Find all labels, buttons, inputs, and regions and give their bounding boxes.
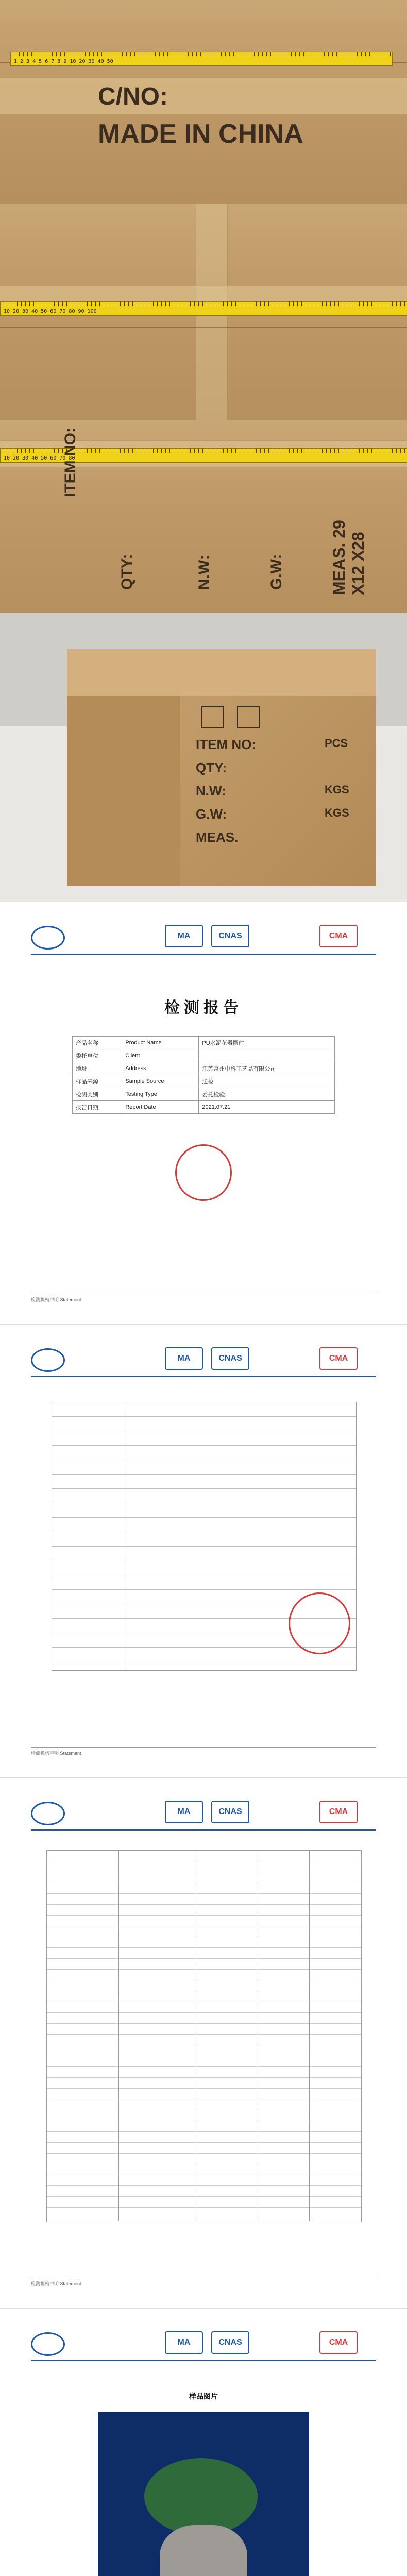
cell: 地址 [73, 1062, 122, 1075]
report-footer: 检测机构声明 Statement [31, 1747, 376, 1756]
gw-label: G.W: [196, 806, 227, 822]
badge-cnas: CNAS [211, 925, 249, 947]
results-table-col-4 [309, 1850, 310, 2221]
test-report-page-3 [0, 1777, 407, 2309]
lab-logo [31, 2332, 65, 2356]
carton-seam [0, 327, 407, 328]
umbrella-symbol-icon [237, 706, 260, 728]
nw-label: N.W: [196, 555, 213, 590]
cell: 产品名称 [73, 1037, 122, 1049]
badge-cnas: CNAS [211, 1801, 249, 1823]
cell: PU水泥花器摆件 [199, 1037, 335, 1049]
badge-cma: CMA [319, 925, 358, 947]
test-report-page-1 [0, 902, 407, 1325]
carton-box-left-face [67, 696, 180, 886]
report-footer: 检测机构声明 Statement [31, 1294, 376, 1303]
tape-measure-scale: 10 20 30 40 50 60 70 80 90 100 [4, 309, 97, 314]
table-row [73, 1049, 335, 1062]
packing-tape [0, 77, 407, 114]
carton-box [67, 649, 376, 886]
badge-cma: CMA [319, 2331, 358, 2354]
item-no-label: ITEM NO: [62, 428, 79, 497]
sample-photo-title: 样品图片 [189, 2392, 218, 2400]
tape-measure [10, 52, 393, 66]
sample-photo-page [0, 2308, 407, 2576]
kgs-label-2: KGS [325, 806, 349, 819]
table-row [73, 1101, 335, 1114]
cell: 送检 [199, 1075, 335, 1088]
badge-ma: MA [165, 1347, 203, 1370]
sample-photo [98, 2412, 309, 2576]
badge-cnas: CNAS [211, 2331, 249, 2354]
badge-ma: MA [165, 2331, 203, 2354]
tape-measure-scale: 10 20 30 40 50 60 70 80 [4, 455, 75, 461]
tape-measure [0, 448, 407, 463]
meas-label: MEAS. 29 X12 X28 [330, 520, 367, 595]
table-row [73, 1088, 335, 1101]
carton-photo-1 [0, 0, 407, 204]
carton-photo-2 [0, 204, 407, 420]
report-header [31, 1345, 376, 1377]
report-header [31, 2329, 376, 2361]
official-seal [289, 1592, 350, 1654]
badge-ma: MA [165, 1801, 203, 1823]
tape-measure-scale: 1 2 3 4 5 6 7 8 9 10 20 30 40 50 [14, 59, 113, 64]
badge-cma: CMA [319, 1801, 358, 1823]
cell: 样品来源 [73, 1075, 122, 1088]
report-info-table [72, 1036, 335, 1114]
tape-measure [0, 301, 407, 316]
cell: 江苏常州中科工艺品有限公司 [199, 1062, 335, 1075]
cell: 委托检验 [199, 1088, 335, 1101]
fragile-symbol-icon [201, 706, 224, 728]
results-table-col-1 [118, 1850, 119, 2221]
bonsai-rock [160, 2525, 247, 2576]
cell [199, 1049, 335, 1062]
badge-cma: CMA [319, 1347, 358, 1370]
item-no-label: ITEM NO: [196, 737, 256, 752]
official-seal [175, 1144, 232, 1201]
carton-photo-4 [0, 613, 407, 902]
qty-label: QTY: [118, 554, 135, 590]
pcs-label: PCS [325, 737, 348, 750]
bonsai-foliage [144, 2458, 258, 2535]
badge-ma: MA [165, 925, 203, 947]
cell: 委托单位 [73, 1049, 122, 1062]
lab-logo [31, 1802, 65, 1825]
test-report-page-2 [0, 1324, 407, 1778]
kgs-label-1: KGS [325, 783, 349, 796]
results-table [46, 1850, 362, 2222]
carton-box-top [67, 649, 376, 696]
table-row [73, 1037, 335, 1049]
lab-logo [31, 926, 65, 950]
lab-logo [31, 1348, 65, 1372]
cell: 报告日期 [73, 1101, 122, 1114]
carton-number-label: C/NO: [98, 83, 168, 110]
meas-label: MEAS. [196, 829, 239, 845]
report-header [31, 1799, 376, 1831]
table-row [73, 1062, 335, 1075]
cell: Sample Source [122, 1075, 199, 1088]
report-header [31, 923, 376, 955]
cell: 检测类别 [73, 1088, 122, 1101]
gw-label: G.W: [268, 554, 285, 590]
nw-label: N.W: [196, 783, 226, 799]
cell: Address [122, 1062, 199, 1075]
cell: Testing Type [122, 1088, 199, 1101]
cell: Report Date [122, 1101, 199, 1114]
badge-cnas: CNAS [211, 1347, 249, 1370]
report-footer: 检测机构声明 Statement [31, 2278, 376, 2287]
cell: Client [122, 1049, 199, 1062]
report-title: 检测报告 [164, 999, 243, 1017]
cell: Product Name [122, 1037, 199, 1049]
carton-photo-3 [0, 420, 407, 613]
qty-label: QTY: [196, 760, 227, 775]
cell: 2021.07.21 [199, 1101, 335, 1114]
made-in-china-label: MADE IN CHINA [98, 119, 303, 149]
table-row [73, 1075, 335, 1088]
